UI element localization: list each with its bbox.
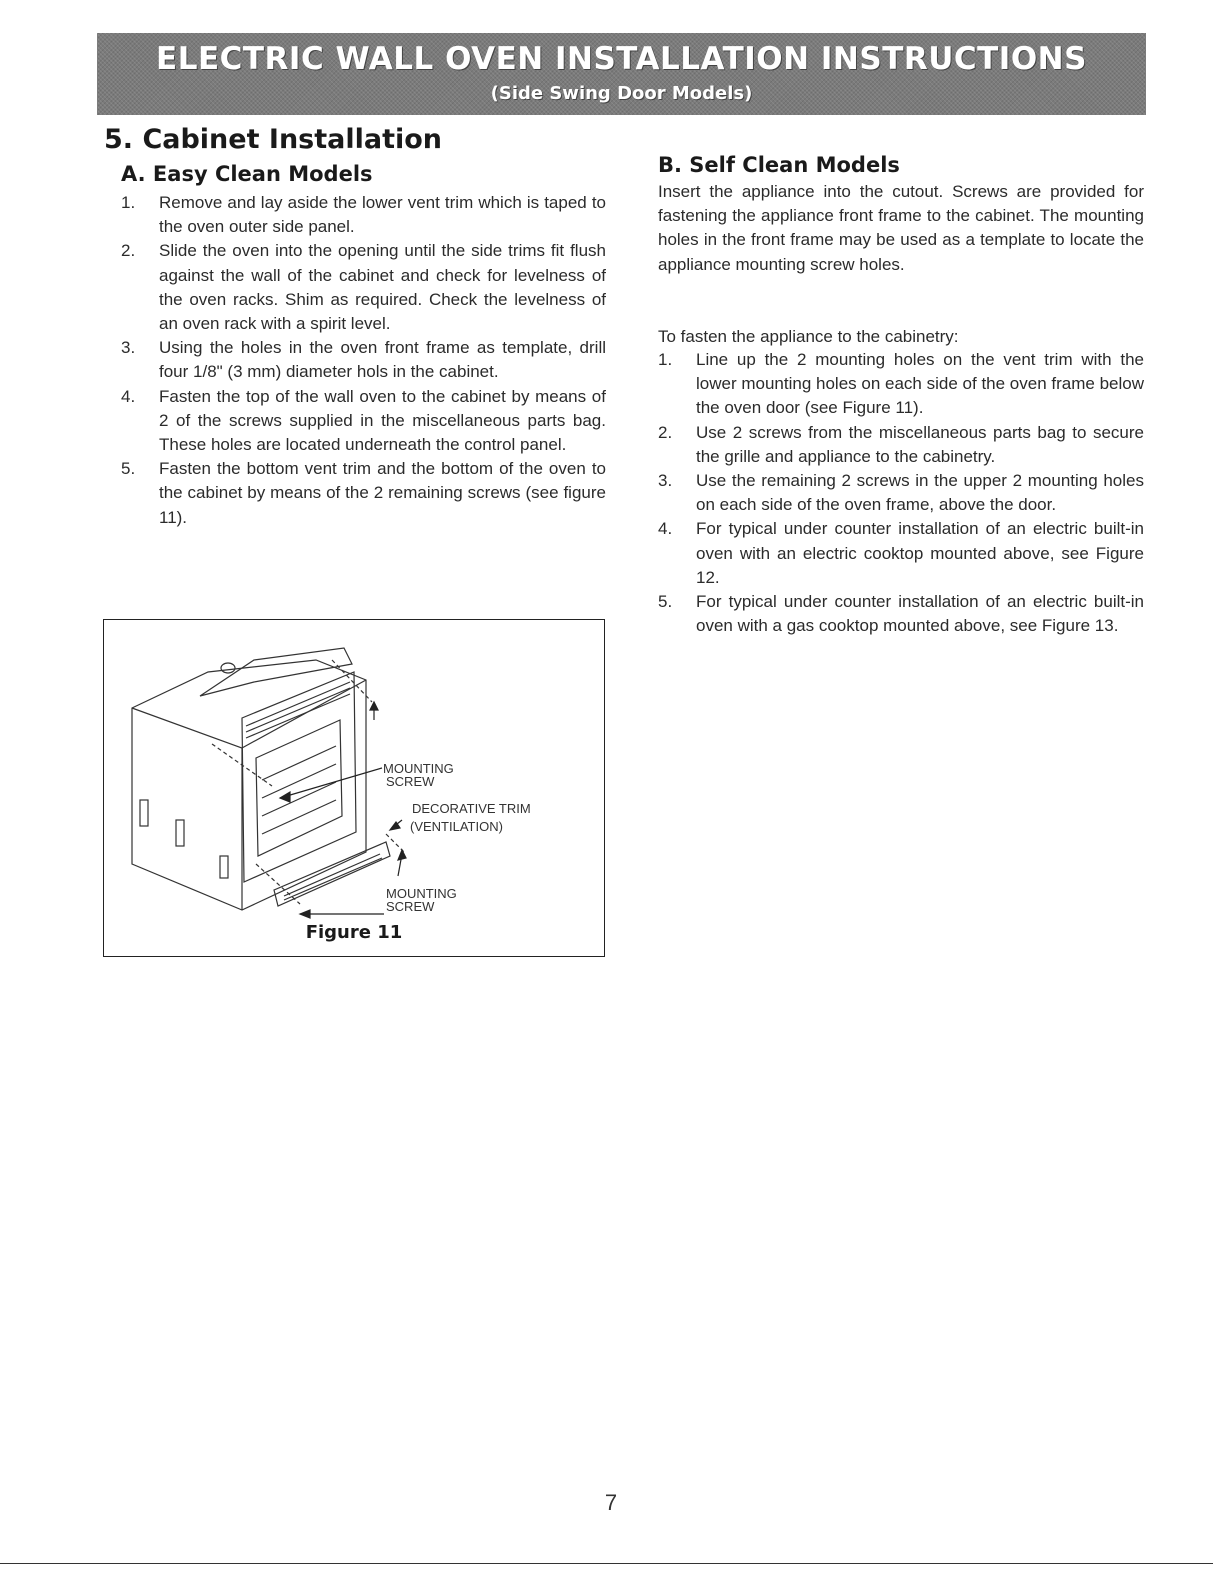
step-number: 4. <box>658 519 673 539</box>
footer-rule <box>0 1563 1213 1564</box>
list-item <box>121 191 606 239</box>
figure-caption: Figure 11 <box>305 922 403 943</box>
list-item <box>658 348 1144 421</box>
step-text: For typical under counter installation of an electric built-in oven with a gas cooktop mounted above, see Figure 13. <box>696 592 1144 636</box>
step-number: 3. <box>121 338 136 358</box>
step-number: 2. <box>658 422 673 442</box>
label-mounting-screw-top-2: SCREW <box>386 774 435 789</box>
step-text: Using the holes in the oven front frame as template, drill four 1/8" (3 mm) diameter hols in the cabinet. <box>159 338 606 382</box>
step-text: Fasten the bottom vent trim and the bottom of the oven to the cabinet by means of the 2 remaining screws (see figure 11). <box>159 459 606 527</box>
label-mounting-screw-bottom-2: SCREW <box>386 899 435 914</box>
step-text: Line up the 2 mounting holes on the vent trim with the lower mounting holes on each side of the oven frame below the oven door (see Figure 11). <box>696 350 1144 418</box>
header-banner <box>97 33 1146 115</box>
easy-clean-steps <box>121 191 606 530</box>
step-text: Remove and lay aside the lower vent trim which is taped to the oven outer side panel. <box>159 193 606 237</box>
list-item <box>121 239 606 336</box>
easy-clean-heading: A. Easy Clean Models <box>121 162 373 186</box>
figure-11 <box>103 619 605 957</box>
step-text: Use the remaining 2 screws in the upper 2 mounting holes on each side of the oven frame, above the door. <box>696 471 1144 515</box>
document-title: ELECTRIC WALL OVEN INSTALLATION INSTRUCTIONS <box>156 41 1087 77</box>
step-text: Use 2 screws from the miscellaneous parts bag to secure the grille and appliance to the cabinetry. <box>696 422 1144 466</box>
step-text: Fasten the top of the wall oven to the cabinet by means of 2 of the screws supplied in the miscellaneous parts bag. These holes are located underneath the control panel. <box>159 386 606 455</box>
step-number: 5. <box>121 459 136 479</box>
step-number: 4. <box>121 386 136 406</box>
step-number: 1. <box>121 193 136 212</box>
self-clean-lead: To fasten the appliance to the cabinetry: <box>658 327 959 346</box>
step-number: 1. <box>658 350 673 369</box>
step-number: 2. <box>121 241 136 261</box>
label-decorative-trim-1: DECORATIVE TRIM <box>412 801 531 816</box>
self-clean-steps <box>658 348 1144 638</box>
step-number: 3. <box>658 471 673 491</box>
self-clean-intro: Insert the appliance into the cutout. Screws are provided for fastening the appliance front frame to the cabinet. The mounting holes in the front frame may be used as a template to locate the appliance mounting screw holes. <box>658 182 1144 274</box>
list-item <box>121 336 606 384</box>
section-heading: 5. Cabinet Installation <box>104 124 443 155</box>
label-mounting-screw-bottom-1: MOUNTING <box>386 886 457 901</box>
list-item <box>121 385 606 458</box>
self-clean-heading: B. Self Clean Models <box>658 153 900 177</box>
oven-illustration <box>104 620 606 958</box>
label-decorative-trim-2: (VENTILATION) <box>410 819 503 834</box>
document-subtitle: (Side Swing Door Models) <box>490 83 753 104</box>
page-number: 7 <box>604 1490 618 1515</box>
step-text: Slide the oven into the opening until the side trims fit flush against the wall of the cabinet and check for levelness of the oven racks. Shim as required. Check the levelness of an oven rack with a spirit level. <box>159 241 606 334</box>
list-item <box>658 590 1144 638</box>
label-mounting-screw-top-1: MOUNTING <box>383 761 454 776</box>
list-item <box>658 421 1144 469</box>
step-text: For typical under counter installation of an electric built-in oven with an electric cooktop mounted above, see Figure 12. <box>696 519 1144 587</box>
list-item <box>658 517 1144 590</box>
list-item <box>121 457 606 530</box>
step-number: 5. <box>658 592 673 612</box>
list-item <box>658 469 1144 517</box>
